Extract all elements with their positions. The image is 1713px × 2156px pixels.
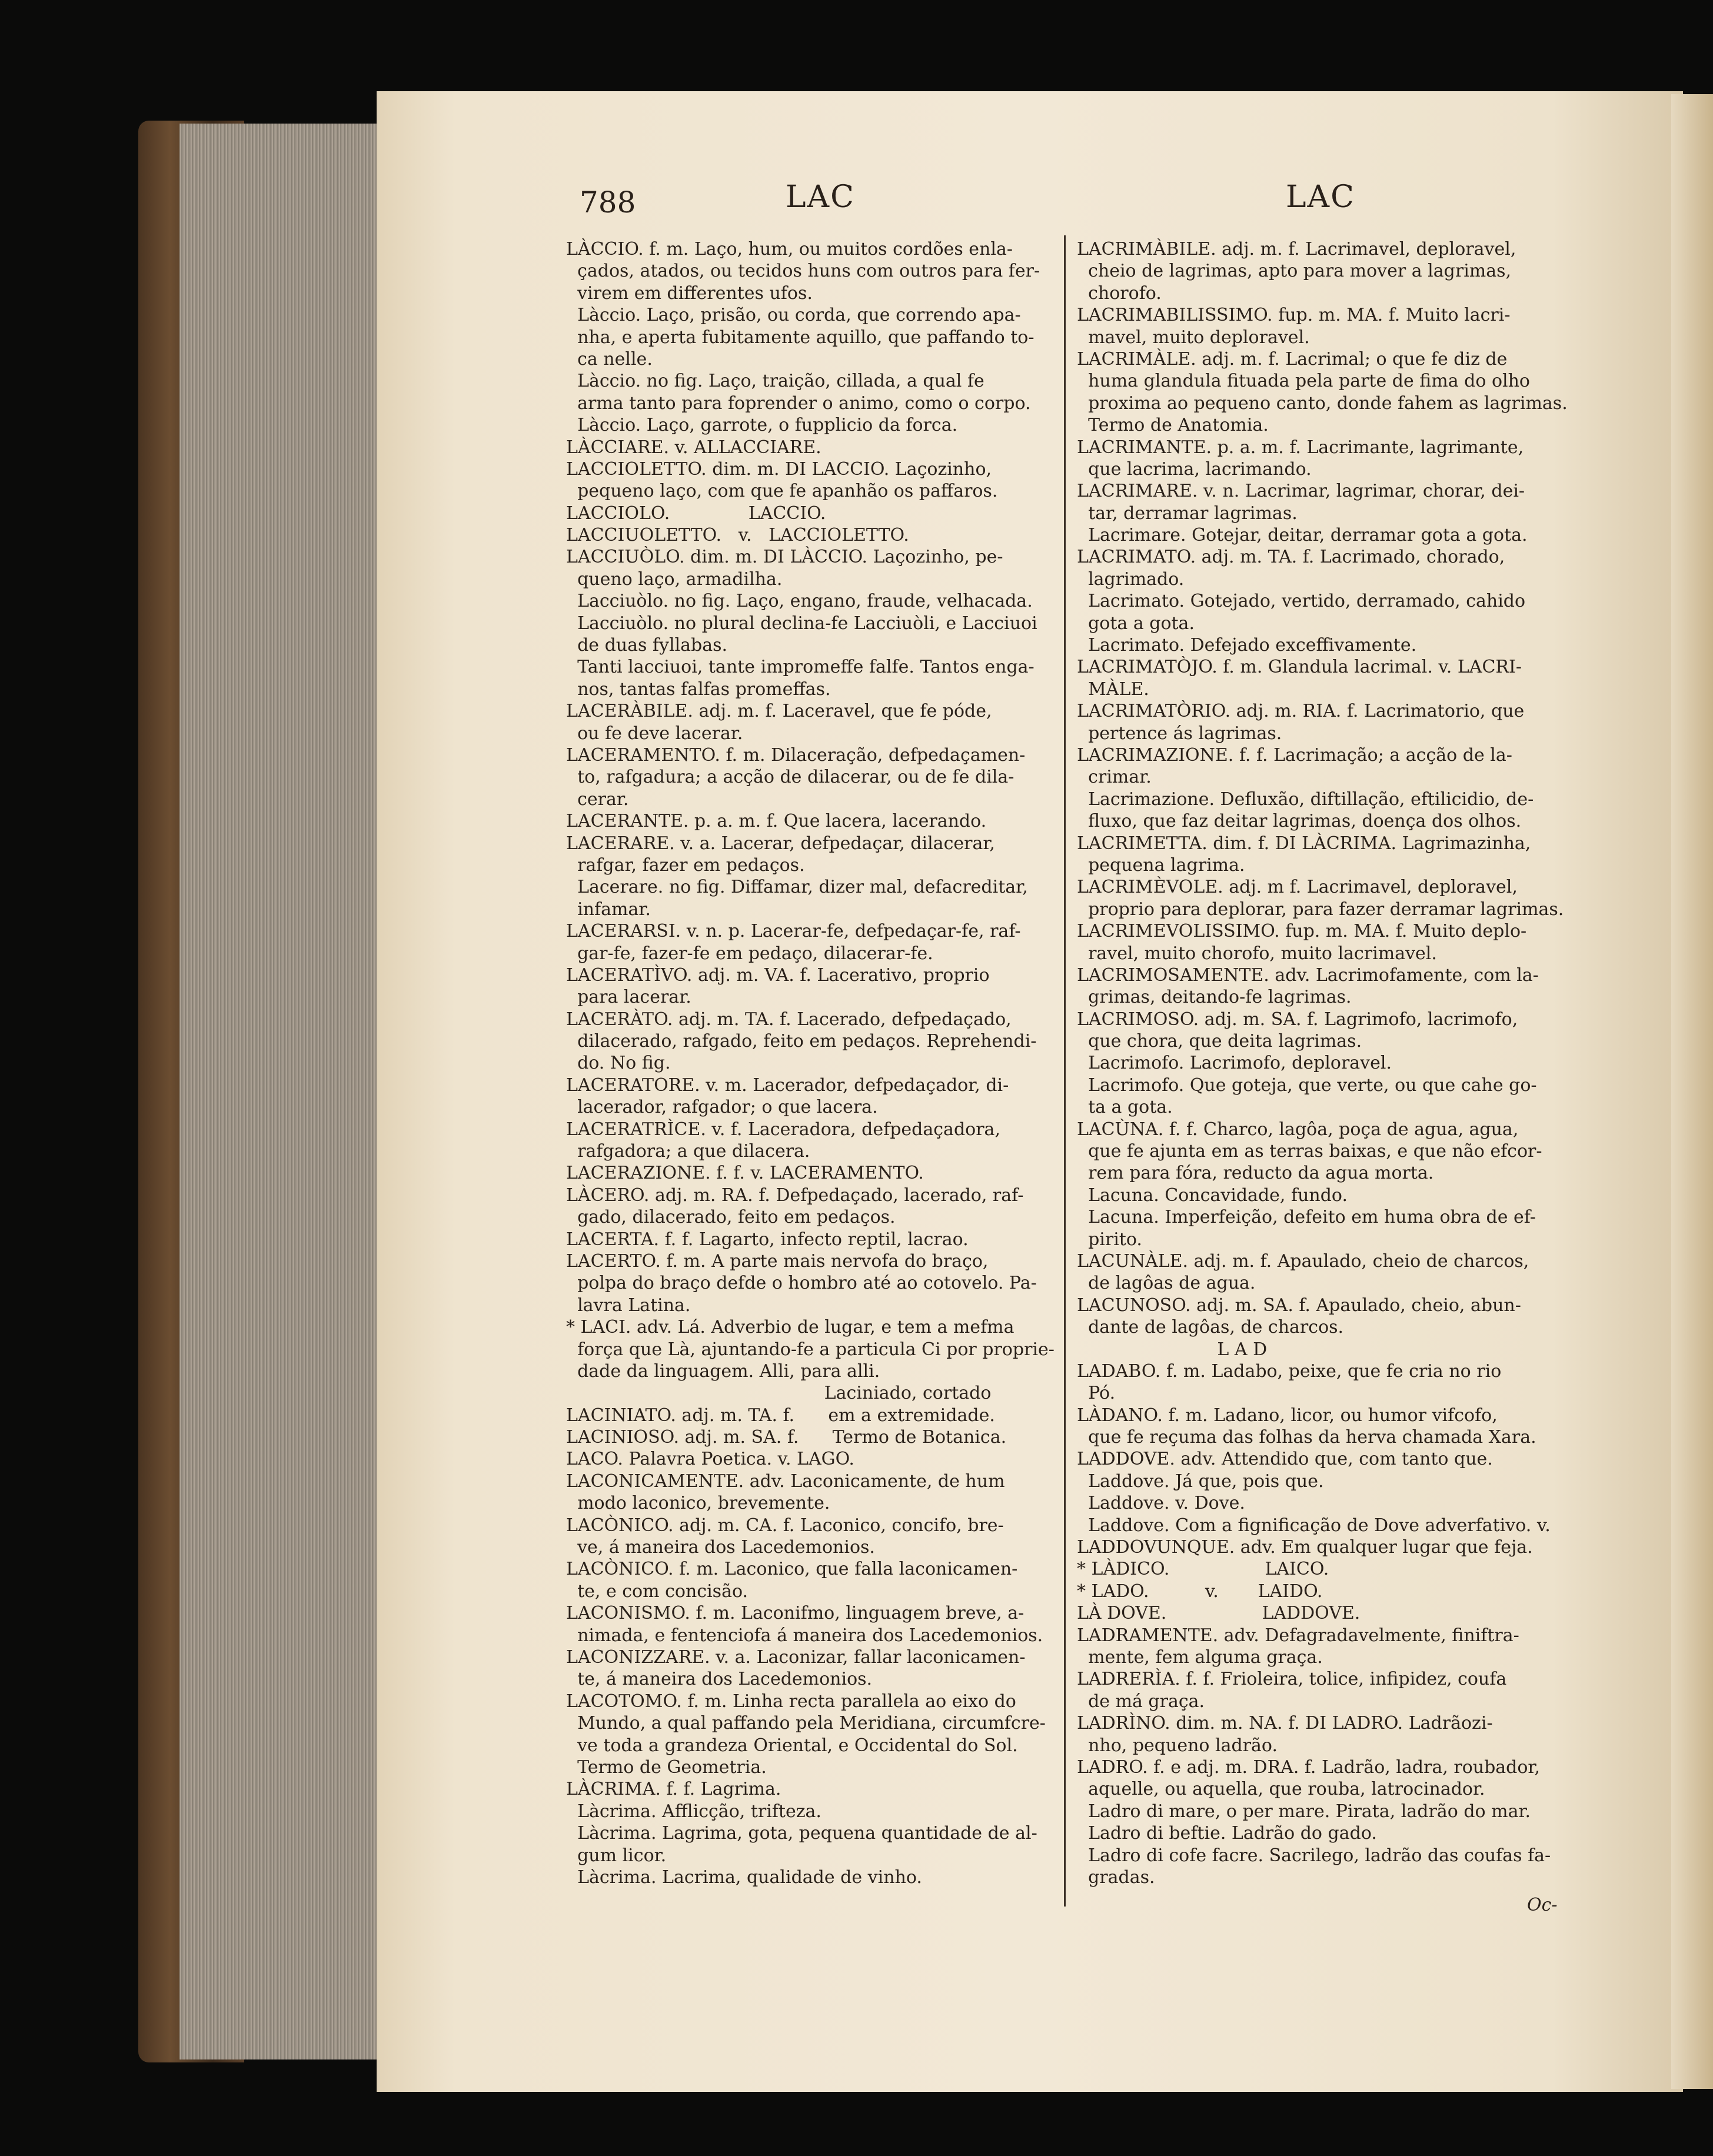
dictionary-line: ta a gota.: [1077, 1097, 1173, 1118]
dictionary-line: Làccio. Laço, garrote, o fupplicio da forca.: [566, 415, 958, 436]
dictionary-line: virem em differentes ufos.: [566, 282, 813, 304]
dictionary-line: gado, dilacerado, feito em pedaços.: [566, 1207, 896, 1228]
column-divider: [1064, 235, 1066, 1907]
dictionary-line: dilacerado, rafgado, feito em pedaços. Reprehendi-: [566, 1031, 1037, 1052]
dictionary-line: L A D: [1077, 1339, 1268, 1360]
dictionary-line: Lacrimazione. Defluxão, diftillação, eftilicidio, de-: [1077, 788, 1534, 810]
dictionary-line: LACRIMÀLE. adj. m. f. Lacrimal; o que fe diz de: [1077, 348, 1508, 370]
dictionary-line: LÀ DOVE. LADDOVE.: [1077, 1603, 1361, 1624]
dictionary-line: lacerador, rafgador; o que lacera.: [566, 1097, 878, 1118]
dictionary-line: LACRIMOSAMENTE. adv. Lacrimofamente, com la-: [1077, 964, 1539, 986]
dictionary-line: LACÒNICO. adj. m. CA. f. Laconico, concifo, bre-: [566, 1515, 1004, 1536]
left-column: [566, 238, 1060, 1888]
dictionary-line: Lacuna. Imperfeição, defeito em huma obra de ef-: [1077, 1207, 1536, 1228]
dictionary-line: cheio de lagrimas, apto para mover a lagrimas,: [1077, 261, 1512, 282]
dictionary-line: LACCIOLETTO. dim. m. DI LACCIO. Laçozinho,: [566, 458, 992, 480]
dictionary-line: LACERAZIONE. f. f. v. LACERAMENTO.: [566, 1163, 924, 1184]
dictionary-line: LACOTOMO. f. m. Linha recta parallela ao eixo do: [566, 1691, 1016, 1712]
dictionary-line: gradas.: [1077, 1866, 1155, 1888]
dictionary-line: Lacrimato. Gotejado, vertido, derramado, cahido: [1077, 591, 1526, 612]
dictionary-line: LADRÌNO. dim. m. NA. f. DI LADRO. Ladrãozi-: [1077, 1713, 1493, 1734]
dictionary-line: crimar.: [1077, 767, 1152, 788]
next-page-edge: [1671, 94, 1713, 2089]
dictionary-line: LACRIMÈVOLE. adj. m f. Lacrimavel, deploravel,: [1077, 877, 1518, 898]
dictionary-line: polpa do braço defde o hombro até ao cotovelo. Pa-: [566, 1273, 1037, 1294]
dictionary-line: modo laconico, brevemente.: [566, 1493, 830, 1514]
dictionary-line: LACÙNA. f. f. Charco, lagôa, poça de agua, agua,: [1077, 1119, 1519, 1140]
dictionary-line: nha, e aperta fubitamente aquillo, que paffando to-: [566, 327, 1035, 348]
dictionary-line: LACINIOSO. adj. m. SA. f. Termo de Botanica.: [566, 1427, 1007, 1448]
dictionary-line: LACRIMARE. v. n. Lacrimar, lagrimar, chorar, dei-: [1077, 481, 1525, 502]
dictionary-line: Làcrima. Lagrima, gota, pequena quantidade de al-: [566, 1823, 1037, 1844]
dictionary-line: LACERATRÌCE. v. f. Laceradora, defpedaçadora,: [566, 1119, 1000, 1140]
running-head-right: LAC: [1286, 179, 1355, 215]
dictionary-line: LACRIMETTA. dim. f. DI LÀCRIMA. Lagrimazinha,: [1077, 833, 1531, 854]
dictionary-line: Laddove. v. Dove.: [1077, 1493, 1245, 1514]
dictionary-line: * LADO. v. LAIDO.: [1077, 1581, 1323, 1602]
dictionary-line: dante de lagôas, de charcos.: [1077, 1317, 1344, 1338]
dictionary-line: ravel, muito chorofo, muito lacrimavel.: [1077, 943, 1437, 964]
dictionary-line: nho, pequeno ladrão.: [1077, 1735, 1278, 1756]
dictionary-line: LACERTO. f. m. A parte mais nervofa do braço,: [566, 1250, 989, 1272]
dictionary-line: pertence ás lagrimas.: [1077, 723, 1282, 744]
dictionary-line: LACÒNICO. f. m. Laconico, que falla laconicamen-: [566, 1559, 1018, 1580]
dictionary-line: Làcrima. Lacrima, qualidade de vinho.: [566, 1866, 922, 1888]
dictionary-line: LADDOVE. adv. Attendido que, com tanto que.: [1077, 1449, 1493, 1470]
running-head-left: LAC: [786, 179, 855, 215]
dictionary-line: ca nelle.: [566, 348, 653, 370]
dictionary-line: MÀLE.: [1077, 678, 1149, 700]
dictionary-line: LÀDANO. f. m. Ladano, licor, ou humor vifcofo,: [1077, 1405, 1498, 1426]
dictionary-line: mente, fem alguma graça.: [1077, 1647, 1323, 1668]
dictionary-line: força que Là, ajuntando-fe a particula Ci por proprie-: [566, 1339, 1055, 1360]
dictionary-line: huma glandula fituada pela parte de fima do olho: [1077, 371, 1530, 392]
dictionary-line: LACERARSI. v. n. p. Lacerar-fe, defpedaçar-fe, raf-: [566, 921, 1021, 942]
dictionary-line: cerar.: [566, 788, 629, 810]
dictionary-line: LACRIMABILISSIMO. fup. m. MA. f. Muito lacri-: [1077, 305, 1511, 326]
dictionary-line: LACCIUOLETTO. v. LACCIOLETTO.: [566, 525, 909, 546]
dictionary-line: LÀCERO. adj. m. RA. f. Defpedaçado, lacerado, raf-: [566, 1185, 1024, 1206]
dictionary-line: LÀCRIMA. f. f. Lagrima.: [566, 1779, 781, 1800]
dictionary-line: * LACI. adv. Lá. Adverbio de lugar, e tem a mefma: [566, 1317, 1015, 1338]
dictionary-line: pequena lagrima.: [1077, 854, 1245, 876]
dictionary-line: LACCIOLO. LACCIO.: [566, 503, 826, 524]
dictionary-line: Mundo, a qual paffando pela Meridiana, circumfcre-: [566, 1713, 1046, 1734]
dictionary-line: Lacrimare. Gotejar, deitar, derramar gota a gota.: [1077, 525, 1528, 546]
dictionary-line: Ladro di mare, o per mare. Pirata, ladrão do mar.: [1077, 1801, 1531, 1822]
dictionary-line: to, rafgadura; a acção de dilacerar, ou de fe dila-: [566, 767, 1015, 788]
dictionary-line: nimada, e fentenciofa á maneira dos Lacedemonios.: [566, 1625, 1043, 1646]
dictionary-line: LACERARE. v. a. Lacerar, defpedaçar, dilacerar,: [566, 833, 995, 854]
dictionary-line: aquelle, ou aquella, que rouba, latrocinador.: [1077, 1779, 1485, 1800]
dictionary-line: Lacciuòlo. no fig. Laço, engano, fraude, velhacada.: [566, 591, 1033, 612]
dictionary-line: ou fe deve lacerar.: [566, 723, 743, 744]
dictionary-line: que lacrima, lacrimando.: [1077, 458, 1312, 480]
dictionary-line: * LÀDICO. LAICO.: [1077, 1559, 1329, 1580]
dictionary-line: LACRIMATÒJO. f. m. Glandula lacrimal. v. LACRI-: [1077, 657, 1522, 678]
dictionary-line: LACERÀTO. adj. m. TA. f. Lacerado, defpedaçado,: [566, 1009, 1012, 1030]
dictionary-line: Pó.: [1077, 1383, 1116, 1404]
dictionary-line: LACO. Palavra Poetica. v. LAGO.: [566, 1449, 854, 1470]
dictionary-line: LACINIATO. adj. m. TA. f. em a extremidade.: [566, 1405, 995, 1426]
page-edges: [179, 124, 382, 2059]
dictionary-line: Laddove. Já que, pois que.: [1077, 1470, 1324, 1492]
dictionary-line: gota a gota.: [1077, 613, 1195, 634]
dictionary-line: nos, tantas falfas promeffas.: [566, 678, 831, 700]
dictionary-line: Lacrimofo. Que goteja, que verte, ou que cahe go-: [1077, 1074, 1537, 1096]
dictionary-line: proxima ao pequeno canto, donde fahem as lagrimas.: [1077, 392, 1568, 414]
dictionary-line: Termo de Anatomia.: [1077, 415, 1269, 436]
dictionary-line: LACONIZZARE. v. a. Laconizar, fallar laconicamen-: [566, 1647, 1026, 1668]
dictionary-line: Lacrimofo. Lacrimofo, deploravel.: [1077, 1053, 1392, 1074]
dictionary-line: de lagôas de agua.: [1077, 1273, 1256, 1294]
dictionary-line: Ladro di beftie. Ladrão do gado.: [1077, 1823, 1377, 1844]
dictionary-line: LÀCCIARE. v. ALLACCIARE.: [566, 437, 821, 458]
dictionary-line: gar-fe, fazer-fe em pedaço, dilacerar-fe.: [566, 943, 933, 964]
dictionary-line: te, e com concisão.: [566, 1581, 749, 1602]
dictionary-line: pequeno laço, com que fe apanhão os paffaros.: [566, 481, 998, 502]
catchword: Oc-: [1527, 1895, 1558, 1915]
dictionary-line: mavel, muito deploravel.: [1077, 327, 1310, 348]
dictionary-line: tar, derramar lagrimas.: [1077, 503, 1298, 524]
dictionary-line: que fe ajunta em as terras baixas, e que não efcor-: [1077, 1141, 1542, 1162]
dictionary-line: LACRIMATO. adj. m. TA. f. Lacrimado, chorado,: [1077, 547, 1505, 568]
dictionary-line: LACRIMÀBILE. adj. m. f. Lacrimavel, deploravel,: [1077, 239, 1516, 259]
dictionary-line: de má graça.: [1077, 1691, 1205, 1712]
dictionary-line: Laciniado, cortado: [566, 1383, 992, 1404]
dictionary-line: queno laço, armadilha.: [566, 568, 783, 590]
dictionary-line: LACUNOSO. adj. m. SA. f. Apaulado, cheio, abun-: [1077, 1295, 1521, 1316]
dictionary-line: te, á maneira dos Lacedemonios.: [566, 1669, 873, 1690]
dictionary-line: gum licor.: [566, 1845, 667, 1866]
dictionary-line: rafgar, fazer em pedaços.: [566, 854, 805, 876]
dictionary-line: LADDOVUNQUE. adv. Em qualquer lugar que feja.: [1077, 1537, 1533, 1558]
dictionary-line: Làccio. Laço, prisão, ou corda, que correndo apa-: [566, 305, 1021, 326]
dictionary-line: LACERATÌVO. adj. m. VA. f. Lacerativo, proprio: [566, 964, 990, 986]
dictionary-line: LADABO. f. m. Ladabo, peixe, que fe cria no rio: [1077, 1360, 1502, 1382]
dictionary-line: LACERÀBILE. adj. m. f. Laceravel, que fe póde,: [566, 701, 992, 722]
dictionary-line: de duas fyllabas.: [566, 635, 728, 656]
dictionary-line: LACRIMAZIONE. f. f. Lacrimação; a acção de la-: [1077, 744, 1512, 766]
dictionary-line: grimas, deitando-fe lagrimas.: [1077, 987, 1352, 1008]
dictionary-line: para lacerar.: [566, 987, 691, 1008]
dictionary-line: ve toda a grandeza Oriental, e Occidental do Sol.: [566, 1735, 1018, 1756]
dictionary-line: Termo de Geometria.: [566, 1756, 767, 1778]
dictionary-line: ve, á maneira dos Lacedemonios.: [566, 1537, 875, 1558]
dictionary-line: Tanti lacciuoi, tante impromeffe falfe. Tantos enga-: [566, 657, 1035, 678]
dictionary-line: Làccio. no fig. Laço, traição, cillada, a qual fe: [566, 371, 984, 392]
dictionary-line: LACERTA. f. f. Lagarto, infecto reptil, lacrao.: [566, 1229, 969, 1250]
dictionary-line: LADRERÌA. f. f. Frioleira, tolice, infipidez, coufa: [1077, 1669, 1507, 1690]
dictionary-line: pirito.: [1077, 1229, 1142, 1250]
dictionary-line: LACUNÀLE. adj. m. f. Apaulado, cheio de charcos,: [1077, 1250, 1529, 1272]
dictionary-line: infamar.: [566, 899, 651, 920]
dictionary-line: que chora, que deita lagrimas.: [1077, 1031, 1362, 1052]
dictionary-line: lavra Latina.: [566, 1295, 691, 1316]
dictionary-line: LACERATORE. v. m. Lacerador, defpedaçador, di-: [566, 1074, 1009, 1096]
dictionary-line: chorofo.: [1077, 282, 1162, 304]
dictionary-line: çados, atados, ou tecidos huns com outros para fer-: [566, 261, 1040, 282]
dictionary-line: LACONICAMENTE. adv. Laconicamente, de hum: [566, 1470, 1005, 1492]
dictionary-line: do. No fig.: [566, 1053, 671, 1074]
dictionary-line: LADRO. f. e adj. m. DRA. f. Ladrão, ladra, roubador,: [1077, 1756, 1541, 1778]
dictionary-line: LACERAMENTO. f. m. Dilaceração, defpedaçamen-: [566, 744, 1026, 766]
dictionary-line: LACRIMOSO. adj. m. SA. f. Lagrimofo, lacrimofo,: [1077, 1009, 1518, 1030]
dictionary-line: dade da linguagem. Alli, para alli.: [566, 1360, 880, 1382]
page-number: 788: [580, 185, 636, 219]
dictionary-line: rem para fóra, reducto da agua morta.: [1077, 1163, 1434, 1184]
dictionary-line: LADRAMENTE. adv. Defagradavelmente, finiftra-: [1077, 1625, 1519, 1646]
dictionary-line: proprio para deplorar, para fazer derramar lagrimas.: [1077, 899, 1564, 920]
dictionary-line: Lacuna. Concavidade, fundo.: [1077, 1185, 1348, 1206]
dictionary-line: LACRIMATÒRIO. adj. m. RIA. f. Lacrimatorio, que: [1077, 701, 1525, 722]
dictionary-line: LACRIMANTE. p. a. m. f. Lacrimante, lagrimante,: [1077, 437, 1524, 458]
dictionary-line: Laddove. Com a fignificação de Dove adverfativo. v.: [1077, 1515, 1551, 1536]
right-column: [1077, 238, 1577, 1888]
dictionary-line: rafgadora; a que dilacera.: [566, 1141, 810, 1162]
dictionary-line: LACONISMO. f. m. Laconifmo, linguagem breve, a-: [566, 1603, 1025, 1624]
dictionary-line: LÀCCIO. f. m. Laço, hum, ou muitos cordões enla-: [566, 239, 1013, 259]
dictionary-line: LACERANTE. p. a. m. f. Que lacera, lacerando.: [566, 811, 987, 832]
dictionary-line: fluxo, que faz deitar lagrimas, doença dos olhos.: [1077, 811, 1522, 832]
dictionary-line: LACRIMEVOLISSIMO. fup. m. MA. f. Muito deplo-: [1077, 921, 1527, 942]
dictionary-line: Ladro di cofe facre. Sacrilego, ladrão das coufas fa-: [1077, 1845, 1551, 1866]
dictionary-line: arma tanto para foprender o animo, como o corpo.: [566, 392, 1031, 414]
dictionary-line: LACCIUÒLO. dim. m. DI LÀCCIO. Laçozinho, pe-: [566, 547, 1003, 568]
dictionary-line: Làcrima. Afflicção, trifteza.: [566, 1801, 821, 1822]
dictionary-line: Lacrimato. Defejado exceffivamente.: [1077, 635, 1417, 656]
dictionary-line: Lacerare. no fig. Diffamar, dizer mal, defacreditar,: [566, 877, 1028, 898]
dictionary-line: Lacciuòlo. no plural declina-fe Lacciuòli, e Lacciuoi: [566, 613, 1037, 634]
dictionary-line: que fe reçuma das folhas da herva chamada Xara.: [1077, 1427, 1536, 1448]
dictionary-line: lagrimado.: [1077, 568, 1185, 590]
